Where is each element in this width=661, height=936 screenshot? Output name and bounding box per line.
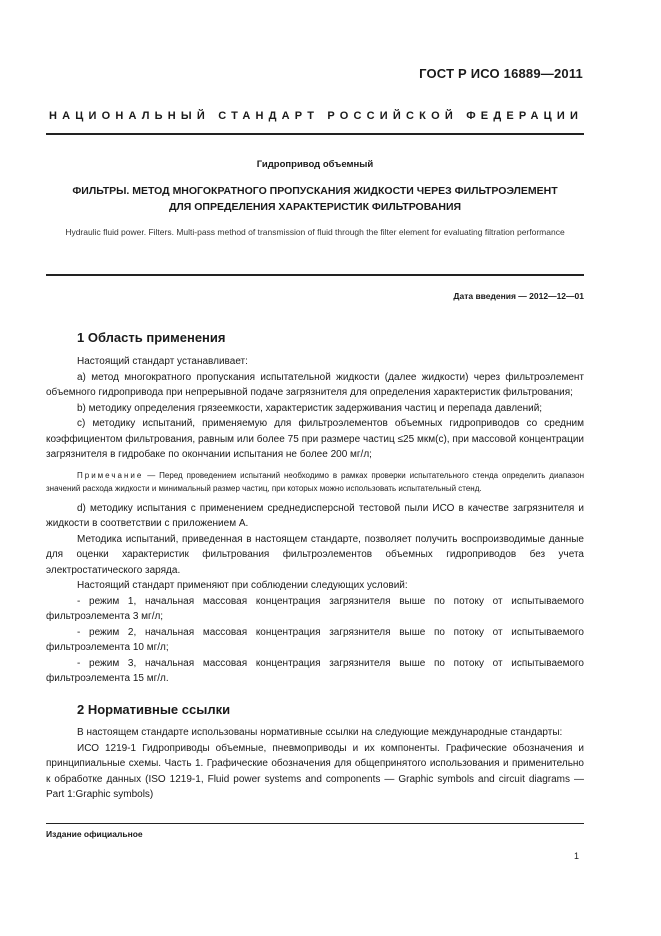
- section-1-intro: Настоящий стандарт устанавливает:: [77, 356, 248, 367]
- section-2-body: [46, 725, 584, 803]
- document-title: [46, 183, 584, 215]
- item-d: d) методику испытания с применением среднедисперсной тестовой пыли ИСО в качестве загрязнителя и жидкости в соответствии с приложением А.: [46, 502, 584, 529]
- section-1-heading: 1 Область применения: [77, 330, 226, 345]
- mode-3: - режим 3, начальная массовая концентрация загрязнителя выше по потоку от испытываемого фильтроэлемента 15 мг/л.: [46, 657, 584, 684]
- document-subtitle: Гидропривод объемный: [256, 159, 374, 170]
- section-2-heading: 2 Нормативные ссылки: [77, 702, 231, 717]
- document-title-line-2: ДЛЯ ОПРЕДЕЛЕНИЯ ХАРАКТЕРИСТИК ФИЛЬТРОВАНИЯ: [168, 201, 462, 213]
- effective-date: Дата введения — 2012—12—01: [453, 291, 584, 301]
- mode-1: - режим 1, начальная массовая концентрация загрязнителя выше по потоку от испытываемого фильтроэлемента 3 мг/л;: [46, 595, 584, 622]
- mode-2: - режим 2, начальная массовая концентрация загрязнителя выше по потоку от испытываемого фильтроэлемента 10 мг/л;: [46, 626, 584, 653]
- item-b: b) методику определения грязеемкости, характеристик задерживания частиц и перепада давлений;: [77, 402, 543, 414]
- title-divider: [46, 274, 584, 276]
- footer-divider: [46, 823, 584, 824]
- page-number: 1: [573, 851, 579, 861]
- conditions-intro: Настоящий стандарт применяют при соблюдении следующих условий:: [77, 580, 408, 591]
- section-1-body: [46, 354, 584, 687]
- item-a: а) метод многократного пропускания испытательной жидкости (далее жидкости) через фильтроэлемент объемного гидропривода при непрерывной подаче загрязнителя для определения характеристик фильтрования;: [46, 371, 584, 398]
- item-c: c) методику испытаний, применяемую для фильтроэлементов объемных гидроприводов со средним коэффициентом фильтрования, равным или более 75 при размере частиц ≤25 мкм(с), при массовой концентрации загрязнителя в гидробаке по окончании испытания не более 200 мг/л;: [46, 418, 584, 460]
- note-label: Примечание: [77, 470, 144, 480]
- note: [46, 469, 584, 495]
- note-text: — Перед проведением испытаний необходимо в рамках проверки испытательного стенда определить диапазон значений расхода жидкости и минимальный размер частиц, при которых можно использовать испытательный стенд.: [46, 470, 584, 493]
- normative-reference: ИСО 1219-1 Гидроприводы объемные, пневмоприводы и их компоненты. Графические обозначения и принципиальные схемы. Часть 1. Графические обозначения для общепринятого использования и применительно к обработке данных (ISO 1219-1, Fluid power systems and components — Graphic symbols and circuit diagrams — Part 1:Graphic symbols): [46, 742, 584, 800]
- document-title-line-1: ФИЛЬТРЫ. МЕТОД МНОГОКРАТНОГО ПРОПУСКАНИЯ ЖИДКОСТИ ЧЕРЕЗ ФИЛЬТРОЭЛЕМЕНТ: [72, 185, 558, 197]
- official-edition: Издание официальное: [46, 829, 143, 839]
- national-standard-heading: НАЦИОНАЛЬНЫЙ СТАНДАРТ РОССИЙСКОЙ ФЕДЕРАЦИИ: [48, 110, 584, 122]
- standard-code: ГОСТ Р ИСО 16889—2011: [419, 66, 583, 81]
- top-divider: [46, 133, 584, 135]
- section-2-intro: В настоящем стандарте использованы нормативные ссылки на следующие международные стандарты:: [77, 727, 563, 738]
- english-title: Hydraulic fluid power. Filters. Multi-pass method of transmission of fluid through the filter element for evaluating filtration performance: [65, 227, 565, 237]
- method-paragraph: Методика испытаний, приведенная в настоящем стандарте, позволяет получить воспроизводимые данные для оценки характеристик фильтрования фильтроэлементов объемных гидроприводов без учета электростатического заряда.: [46, 533, 584, 576]
